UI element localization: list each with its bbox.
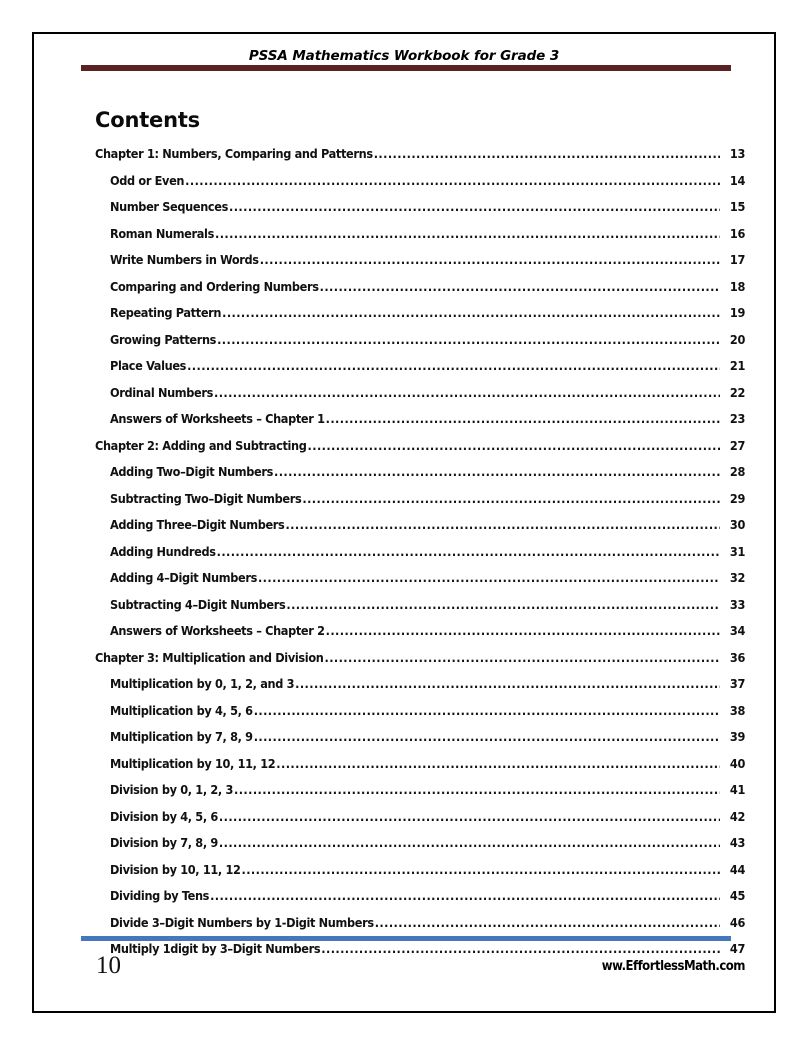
toc-entry[interactable] <box>34 226 774 253</box>
toc-leader-dots <box>308 438 720 451</box>
document-page <box>32 32 776 1013</box>
toc-entry[interactable] <box>34 491 774 518</box>
toc-leader-dots <box>217 544 720 557</box>
toc-leader-dots <box>254 703 720 716</box>
toc-entry[interactable] <box>34 173 774 200</box>
toc-entry-page-number: 29 <box>729 490 745 506</box>
toc-entry[interactable] <box>34 332 774 359</box>
toc-entry-label: Dividing by Tens <box>110 888 210 903</box>
toc-leader-dots <box>215 226 720 239</box>
toc-entry-label: Chapter 2: Adding and Subtracting <box>95 437 307 453</box>
toc-entry[interactable] <box>34 782 774 809</box>
toc-entry-page-number: 32 <box>729 570 745 585</box>
toc-entry-label: Subtracting Two–Digit Numbers <box>110 490 302 506</box>
toc-entry-page-number: 34 <box>729 623 745 638</box>
toc-entry-page-number: 42 <box>729 808 745 824</box>
toc-entry-label: Answers of Worksheets – Chapter 2 <box>110 623 325 638</box>
toc-entry-page-number: 20 <box>729 331 745 347</box>
page-title: Contents <box>95 108 200 133</box>
toc-entry-label: Roman Numerals <box>110 225 214 241</box>
toc-entry-label: Multiply 1digit by 3–Digit Numbers <box>110 941 321 956</box>
toc-leader-dots <box>219 835 720 848</box>
toc-entry-label: Write Numbers in Words <box>110 252 259 267</box>
toc-entry[interactable] <box>34 676 774 703</box>
toc-entry-page-number: 33 <box>729 596 745 612</box>
toc-entry-label: Chapter 1: Numbers, Comparing and Patterns <box>95 146 373 161</box>
toc-entry-label: Adding Two–Digit Numbers <box>110 464 273 479</box>
toc-entry[interactable] <box>34 146 774 173</box>
toc-entry-page-number: 44 <box>729 861 745 877</box>
toc-entry-label: Multiplication by 4, 5, 6 <box>110 702 253 718</box>
toc-leader-dots <box>217 332 720 345</box>
toc-entry-label: Adding Hundreds <box>110 543 216 559</box>
toc-entry[interactable] <box>34 279 774 306</box>
toc-entry[interactable] <box>34 385 774 412</box>
toc-entry[interactable] <box>34 597 774 624</box>
toc-entry[interactable] <box>34 517 774 544</box>
toc-entry-page-number: 27 <box>729 437 745 453</box>
toc-entry-page-number: 23 <box>729 411 745 426</box>
toc-entry[interactable] <box>34 544 774 571</box>
toc-entry-page-number: 36 <box>729 649 745 665</box>
toc-entry[interactable] <box>34 703 774 730</box>
toc-leader-dots <box>375 915 720 928</box>
toc-entry-page-number: 15 <box>729 199 745 214</box>
toc-entry[interactable] <box>34 888 774 915</box>
toc-entry[interactable] <box>34 305 774 332</box>
toc-entry-page-number: 22 <box>729 384 745 400</box>
toc-entry-label: Multiplication by 10, 11, 12 <box>110 755 276 771</box>
toc-entry[interactable] <box>34 358 774 385</box>
toc-entry-label: Answers of Worksheets – Chapter 1 <box>110 411 325 426</box>
toc-entry[interactable] <box>34 835 774 862</box>
toc-leader-dots <box>214 385 720 398</box>
toc-entry[interactable] <box>34 862 774 889</box>
toc-entry-label: Divide 3–Digit Numbers by 1-Digit Numbers <box>110 914 374 930</box>
table-of-contents <box>34 146 774 968</box>
toc-leader-dots <box>222 305 720 318</box>
toc-entry[interactable] <box>34 438 774 465</box>
toc-leader-dots <box>324 650 720 663</box>
toc-entry-page-number: 19 <box>729 305 745 320</box>
toc-entry-page-number: 31 <box>729 543 745 559</box>
toc-leader-dots <box>187 358 720 371</box>
toc-entry-label: Division by 10, 11, 12 <box>110 861 241 877</box>
footer-website: ww.EffortlessMath.com <box>601 959 745 974</box>
toc-entry[interactable] <box>34 199 774 226</box>
toc-entry-page-number: 41 <box>729 782 745 797</box>
toc-entry[interactable] <box>34 729 774 756</box>
toc-entry[interactable] <box>34 464 774 491</box>
toc-entry-page-number: 37 <box>729 676 745 691</box>
toc-entry-label: Number Sequences <box>110 199 229 214</box>
toc-entry-label: Subtracting 4–Digit Numbers <box>110 596 286 612</box>
toc-entry-page-number: 18 <box>729 278 745 294</box>
toc-leader-dots <box>295 676 720 689</box>
toc-leader-dots <box>286 597 720 610</box>
toc-entry-label: Adding 4–Digit Numbers <box>110 570 257 585</box>
toc-entry[interactable] <box>34 809 774 836</box>
toc-leader-dots <box>260 252 720 265</box>
toc-leader-dots <box>326 411 720 424</box>
toc-leader-dots <box>374 146 720 159</box>
toc-entry-label: Division by 7, 8, 9 <box>110 835 218 850</box>
toc-entry-page-number: 30 <box>729 517 745 532</box>
toc-entry-label: Division by 4, 5, 6 <box>110 808 218 824</box>
toc-entry-page-number: 45 <box>729 888 745 903</box>
toc-leader-dots <box>320 279 720 292</box>
footer-rule <box>81 936 731 941</box>
toc-leader-dots <box>276 756 720 769</box>
toc-entry-label: Ordinal Numbers <box>110 384 213 400</box>
toc-entry-label: Growing Patterns <box>110 331 217 347</box>
toc-entry-page-number: 47 <box>729 941 745 956</box>
toc-entry[interactable] <box>34 411 774 438</box>
toc-entry-label: Chapter 3: Multiplication and Division <box>95 649 324 665</box>
running-header-title: PSSA Mathematics Workbook for Grade 3 <box>248 48 560 64</box>
toc-entry-label: Multiplication by 7, 8, 9 <box>110 729 253 744</box>
toc-leader-dots <box>185 173 720 186</box>
toc-entry-page-number: 14 <box>729 172 745 188</box>
toc-leader-dots <box>242 862 720 875</box>
toc-leader-dots <box>219 809 720 822</box>
footer-page-number: 10 <box>96 952 121 979</box>
toc-leader-dots <box>274 464 720 477</box>
toc-entry[interactable] <box>34 650 774 677</box>
toc-entry-label: Comparing and Ordering Numbers <box>110 278 319 294</box>
header-rule <box>81 65 731 71</box>
toc-entry-page-number: 17 <box>729 252 745 267</box>
toc-entry-label: Repeating Pattern <box>110 305 222 320</box>
toc-entry-page-number: 40 <box>729 755 745 771</box>
toc-entry[interactable] <box>34 570 774 597</box>
toc-entry-label: Place Values <box>110 358 187 373</box>
toc-entry[interactable] <box>34 756 774 783</box>
toc-entry-page-number: 38 <box>729 702 745 718</box>
toc-entry-page-number: 21 <box>729 358 745 373</box>
toc-leader-dots <box>234 782 720 795</box>
toc-leader-dots <box>302 491 720 504</box>
toc-entry[interactable] <box>34 623 774 650</box>
toc-entry-page-number: 16 <box>729 225 745 241</box>
toc-leader-dots <box>321 941 720 954</box>
toc-leader-dots <box>229 199 720 212</box>
toc-entry-label: Division by 0, 1, 2, 3 <box>110 782 233 797</box>
toc-entry-label: Adding Three–Digit Numbers <box>110 517 285 532</box>
toc-entry-label: Multiplication by 0, 1, 2, and 3 <box>110 676 295 691</box>
toc-entry-page-number: 46 <box>729 914 745 930</box>
toc-leader-dots <box>326 623 720 636</box>
toc-leader-dots <box>285 517 720 530</box>
toc-entry-page-number: 43 <box>729 835 745 850</box>
toc-leader-dots <box>258 570 720 583</box>
toc-entry-page-number: 13 <box>729 146 745 161</box>
toc-entry[interactable] <box>34 252 774 279</box>
toc-entry-page-number: 28 <box>729 464 745 479</box>
toc-leader-dots <box>254 729 720 742</box>
toc-leader-dots <box>210 888 720 901</box>
toc-entry-page-number: 39 <box>729 729 745 744</box>
toc-entry-label: Odd or Even <box>110 172 185 188</box>
